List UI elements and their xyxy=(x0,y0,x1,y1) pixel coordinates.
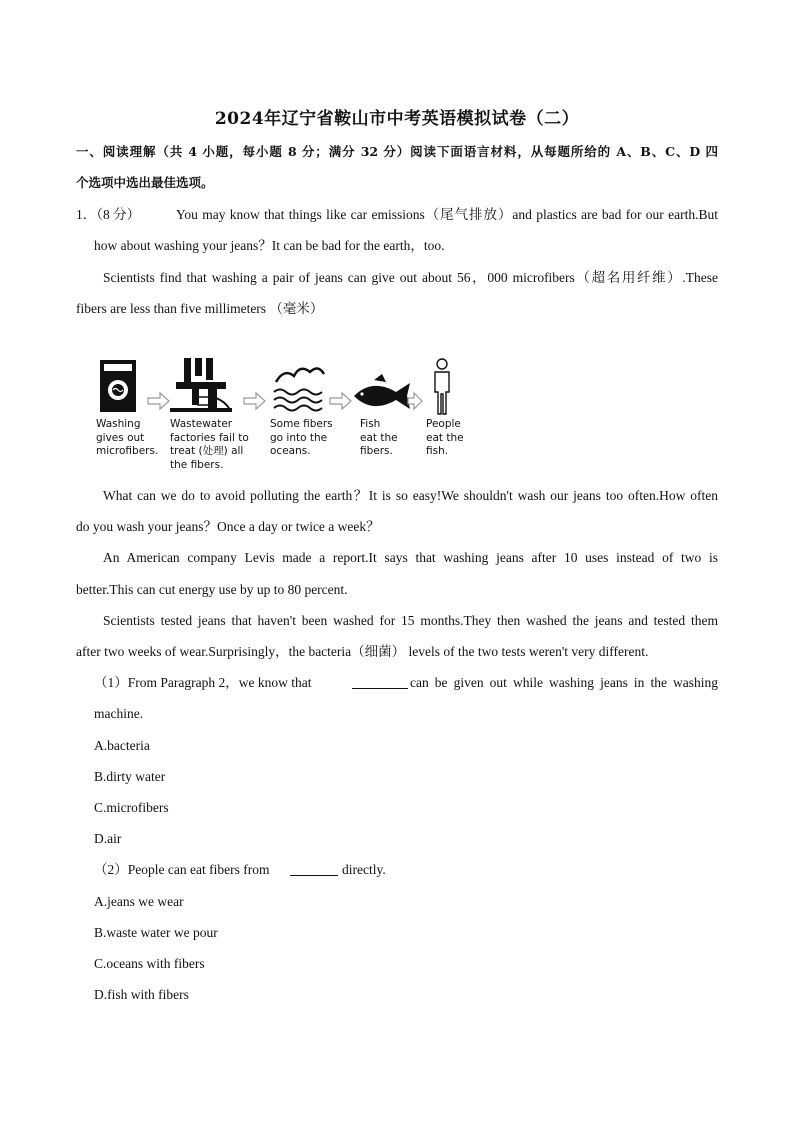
person-icon xyxy=(435,359,449,414)
answer-blank xyxy=(352,674,408,689)
figure-caption-fish: Fish eat the fibers. xyxy=(360,418,398,457)
option-d: D.fish with fibers xyxy=(94,987,189,1002)
section-heading: 一、阅读理解（共 4 小题，每小题 8 分；满分 32 分）阅读下面语言材料，从每题所给的 A、B、C、D 四 xyxy=(76,144,718,159)
figure-caption-washing: Washing gives out microfibers. xyxy=(96,418,159,457)
ocean-waves-icon xyxy=(274,368,324,410)
option-a: A.jeans we wear xyxy=(94,894,184,909)
question-1-1-stem-cont: can be given out while washing jeans in the washing xyxy=(410,675,718,690)
arrow-icon xyxy=(244,393,265,409)
option-c: C.oceans with fibers xyxy=(94,956,205,971)
option-d: D.air xyxy=(94,831,122,846)
option-a: A.bacteria xyxy=(94,738,150,753)
option-c: C.microfibers xyxy=(94,800,169,815)
fish-icon xyxy=(354,374,410,409)
question-1-label: 1．（8 分） xyxy=(76,207,141,222)
section-heading-cont: 个选项中选出最佳选项。 xyxy=(76,175,214,190)
paragraph-1-line1: You may know that things like car emissions（尾气排放）and plastics are bad for our earth.But xyxy=(176,207,718,222)
paragraph-3-line1: What can we do to avoid polluting the earth？It is so easy!We shouldn't wash our jeans too often.How often xyxy=(103,488,718,503)
figure-caption-oceans: Some fibers go into the oceans. xyxy=(270,418,333,457)
microfiber-process-figure xyxy=(92,352,472,480)
paragraph-4-line1: An American company Levis made a report.It says that washing jeans after 10 uses instead of two is xyxy=(103,550,718,565)
arrow-icon xyxy=(408,393,422,409)
arrow-icon xyxy=(148,393,169,409)
paragraph-2-line1: Scientists find that washing a pair of jeans can give out about 56，000 microfibers（超名用纤维）.These xyxy=(103,270,718,285)
question-1-1-stem-line2: machine. xyxy=(94,706,144,721)
paragraph-4-line2: better.This can cut energy use by up to 80 percent. xyxy=(76,582,348,597)
option-b: B.waste water we pour xyxy=(94,925,218,940)
paragraph-2-line2: fibers are less than five millimeters （毫米） xyxy=(76,301,324,316)
figure-caption-wastewater: Wastewater factories fail to treat (处理) all the fibers. xyxy=(170,418,249,471)
paragraph-5-line2: after two weeks of wear.Surprisingly，the bacteria（细菌） levels of the two tests weren't very different. xyxy=(76,644,649,659)
page-title: 2024年辽宁省鞍山市中考英语模拟试卷（二） xyxy=(214,109,580,129)
figure-graphics xyxy=(92,352,472,422)
question-1-1-stem: （1）From Paragraph 2，we know that xyxy=(94,675,312,690)
question-1-2-stem-cont: directly. xyxy=(342,862,386,877)
arrow-icon xyxy=(330,393,351,409)
washing-machine-icon xyxy=(100,360,136,412)
option-b: B.dirty water xyxy=(94,769,166,784)
answer-blank xyxy=(290,861,338,876)
figure-caption-people: People eat the fish. xyxy=(426,418,464,457)
question-1-2-stem: （2）People can eat fibers from xyxy=(94,862,270,877)
paragraph-5-line1: Scientists tested jeans that haven't been washed for 15 months.They then washed the jeans and tested them xyxy=(103,613,718,628)
factory-pipes-icon xyxy=(170,358,232,412)
paragraph-3-line2: do you wash your jeans？Once a day or twice a week？ xyxy=(76,519,380,534)
paragraph-1-line2: how about washing your jeans？It can be bad for the earth，too. xyxy=(94,238,445,253)
